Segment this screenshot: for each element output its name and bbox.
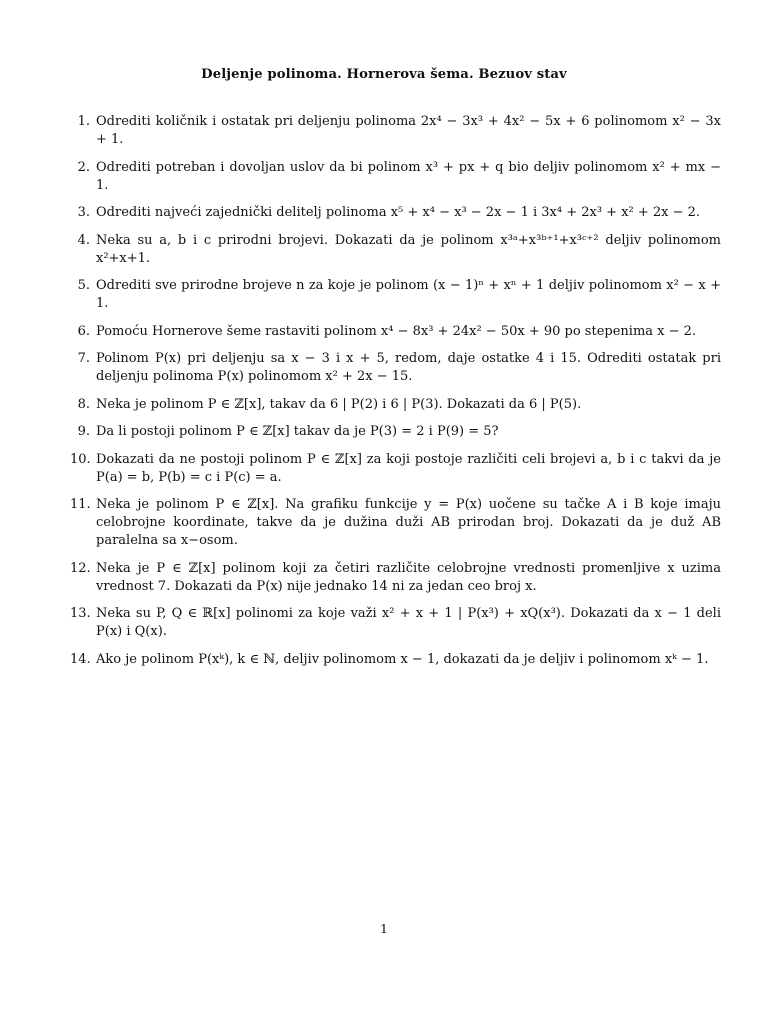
problem-item bbox=[70, 651, 721, 669]
problem-text: Odrediti potreban i dovoljan uslov da bi polinom x³ + px + q bio deljiv polinomom x² + mx − 1. bbox=[96, 159, 721, 193]
problem-item bbox=[70, 204, 721, 222]
problem-item bbox=[70, 323, 721, 341]
problem-text: Polinom P(x) pri deljenju sa x − 3 i x + 5, redom, daje ostatke 4 i 15. Odrediti ostatak pri deljenju polinoma P(x) polinomom x² + 2x − 15. bbox=[96, 351, 721, 384]
document-title: Deljenje polinoma. Hornerova šema. Bezuov stav bbox=[201, 67, 567, 82]
problem-item bbox=[70, 350, 721, 386]
problem-number: 4. bbox=[77, 232, 90, 248]
problem-number: 2. bbox=[77, 159, 90, 175]
problem-item bbox=[70, 423, 721, 441]
problem-number: 6. bbox=[77, 323, 90, 339]
problem-item bbox=[70, 113, 721, 149]
problem-text: Pomoću Hornerove šeme rastaviti polinom x⁴ − 8x³ + 24x² − 50x + 90 po stepenima x − 2. bbox=[96, 323, 697, 339]
problem-item bbox=[70, 277, 721, 313]
problem-number: 8. bbox=[77, 396, 90, 412]
problem-number: 5. bbox=[77, 278, 90, 293]
problem-number: 14. bbox=[70, 651, 91, 667]
problem-item bbox=[70, 396, 721, 414]
problem-text: Odrediti najveći zajednički delitelj polinoma x⁵ + x⁴ − x³ − 2x − 1 i 3x⁴ + 2x³ + x² + 2x − 2. bbox=[96, 205, 701, 220]
problem-list bbox=[70, 113, 721, 678]
problem-item bbox=[70, 232, 721, 268]
problem-number: 11. bbox=[70, 497, 91, 512]
problem-item bbox=[70, 496, 721, 550]
problem-text: Odrediti količnik i ostatak pri deljenju polinoma 2x⁴ − 3x³ + 4x² − 5x + 6 polinomom x² − 3x + 1. bbox=[96, 114, 721, 147]
problem-item bbox=[70, 605, 721, 641]
problem-number: 7. bbox=[77, 351, 90, 366]
problem-number: 12. bbox=[70, 560, 91, 576]
problem-number: 9. bbox=[77, 424, 90, 439]
page-number: 1 bbox=[380, 921, 388, 936]
problem-text: Neka je polinom P ∈ ℤ[x], takav da 6 | P(2) i 6 | P(3). Dokazati da 6 | P(5). bbox=[96, 396, 582, 412]
problem-text: Da li postoji polinom P ∈ ℤ[x] takav da je P(3) = 2 i P(9) = 5? bbox=[96, 424, 499, 439]
problem-number: 3. bbox=[77, 205, 90, 220]
problem-number: 10. bbox=[70, 451, 91, 467]
problem-text: Neka su a, b i c prirodni brojevi. Dokazati da je polinom x³ᵃ+x³ᵇ⁺¹+x³ᶜ⁺² deljiv polinomom x²+x+1. bbox=[96, 232, 721, 266]
problem-text: Ako je polinom P(xᵏ), k ∈ ℕ, deljiv polinomom x − 1, dokazati da je deljiv i polinomom xᵏ − 1. bbox=[96, 651, 709, 667]
problem-number: 1. bbox=[77, 114, 90, 129]
problem-text: Neka je P ∈ ℤ[x] polinom koji za četiri različite celobrojne vrednosti promenljive x uzima vrednost 7. Dokazati da P(x) nije jednako 14 ni za jedan ceo broj x. bbox=[96, 560, 721, 594]
problem-item bbox=[70, 159, 721, 195]
problem-item bbox=[70, 451, 721, 487]
problem-text: Odrediti sve prirodne brojeve n za koje je polinom (x − 1)ⁿ + xⁿ + 1 deljiv polinomom x² − x + 1. bbox=[96, 278, 721, 311]
problem-text: Neka je polinom P ∈ ℤ[x]. Na grafiku funkcije y = P(x) uočene su tačke A i B koje imaju celobrojne koordinate, takve da je dužina duži AB prirodan broj. Dokazati da je duž AB paralelna sa x−osom. bbox=[96, 497, 721, 548]
problem-item bbox=[70, 560, 721, 596]
problem-text: Dokazati da ne postoji polinom P ∈ ℤ[x] za koji postoje različiti celi brojevi a, b i c takvi da je P(a) = b, P(b) = c i P(c) = a. bbox=[96, 451, 721, 485]
problem-number: 13. bbox=[70, 606, 91, 621]
problem-text: Neka su P, Q ∈ ℝ[x] polinomi za koje važi x² + x + 1 | P(x³) + xQ(x³). Dokazati da x − 1 deli P(x) i Q(x). bbox=[96, 606, 721, 639]
